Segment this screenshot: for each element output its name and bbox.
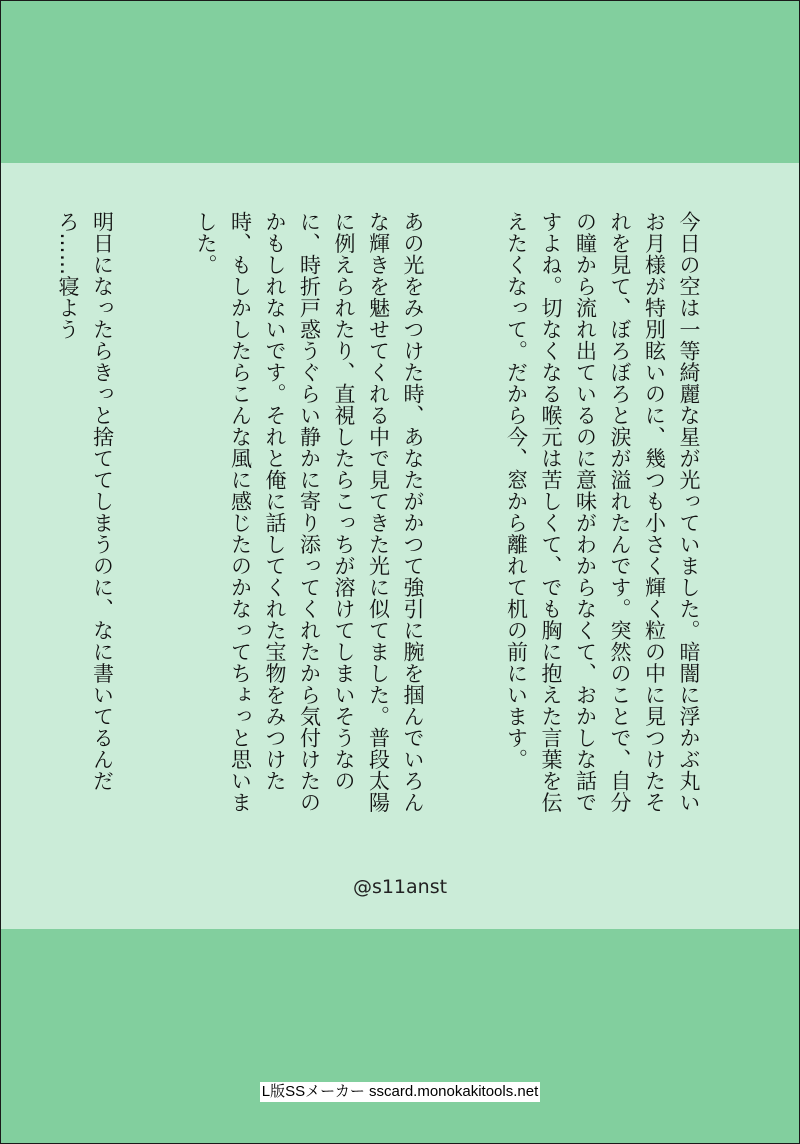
paragraph: 明日になったらきっと捨ててしまうのに、なに書いてるんだろ……寝よう [56,211,115,792]
story-text [0,211,775,831]
bottom-band [1,929,799,1143]
paragraph: 今日の空は一等綺麗な星が光っていました。暗闇に浮かぶ丸いお月様が特別眩いのに、幾つも小さく輝く粒の中に見つけたそれを見て、ぼろぼろと涙が溢れたんです。突然のことで、自分の瞳から流れ出ているのに意味がわからなくて、おかしな話ですよね。切なくなる喉元は苦しくて、でも胸に抱えた言葉を伝えたくなって。だから今、窓から離れて机の前にいます。 [504,211,701,813]
paragraph: あの光をみつけた時、あなたがかつて強引に腕を掴んでいろんな輝きを魅せてくれる中で見てきた光に似てました。普段太陽に例えられたり、直視したらこっちが溶けてしまいそうなのに、時折戸惑うぐらい静かに寄り添ってくれたから気付けたのかもしれないです。それと俺に話してくれた宝物をみつけた時、もしかしたらこんな風に感じたのかなってちょっと思いました。 [194,211,425,813]
top-band [1,1,799,163]
footer-credit-text: L版SSメーカー sscard.monokakitools.net [261,1083,539,1100]
author-handle: @s11anst [352,876,448,898]
footer-credit [1,1081,799,1102]
